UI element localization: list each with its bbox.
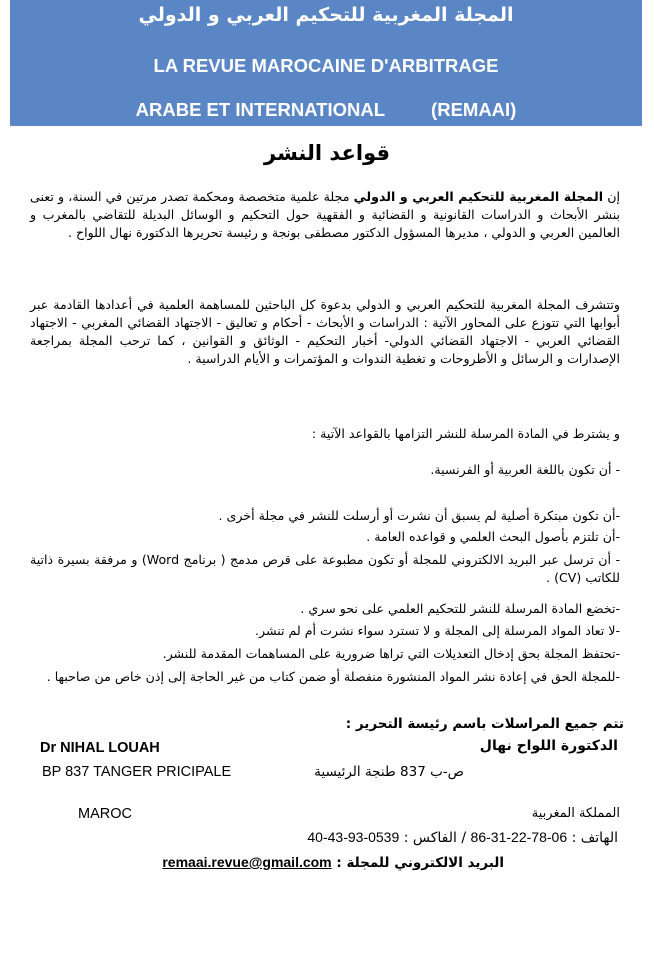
editor-name-french: Dr NIHAL LOUAH	[40, 740, 160, 756]
fax-number: 0539-93-43-40	[307, 829, 400, 845]
country-french: MAROC	[78, 806, 132, 822]
condition-2: -أن تكون مبتكرة أصلية لم يسبق أن نشرت أو أرسلت للنشر في مجلة أخرى .	[218, 508, 620, 523]
header-acronym: (REMAAI)	[431, 99, 517, 120]
po-box-arabic: ص-ب 837 طنجة الرئيسية	[314, 764, 464, 780]
email-link[interactable]: remaai.revue@gmail.com	[162, 854, 332, 870]
country-arabic: المملكة المغربية	[531, 806, 620, 821]
header-french-name: ARABE ET INTERNATIONAL	[135, 99, 386, 120]
condition-4: - أن ترسل عبر البريد الالكتروني للمجلة أو تكون مطبوعة على قرص مدمج ( برنامج Word) و مرفقة بسيرة ذاتية للكاتب (CV) .	[30, 552, 620, 585]
intro-prefix: إن	[607, 189, 620, 204]
topics-paragraph: وتتشرف المجلة المغربية للتحكيم العربي و الدولي بدعوة كل الباحثين للمساهمة العلمية في أعدادها القادمة عبر أبوابها التي تتوزع على المحاور الآتية : الدراسات و الأبحاث - أحكام و تعاليق - الاجتهاد القضائي المغربي - الاجتهاد القضائي العربي - الاجتهاد القضائي الدولي- أخبار التحكيم - الوثائق و القوانين ، كما ترحب المجلة بمراجعة الإصدارات و الرسائل و الأطروحات و تغطية الندوات و المؤتمرات و الأيام الدراسية .	[30, 297, 620, 366]
header-arabic-title: المجلة المغربية للتحكيم العربي و الدولي	[138, 4, 514, 26]
condition-5: -تخضع المادة المرسلة للنشر للتحكيم العلمي على نحو سري .	[300, 601, 620, 616]
po-box-french: BP 837 TANGER PRICIPALE	[42, 764, 232, 780]
condition-7: -تحتفظ المجلة بحق إدخال التعديلات التي تراها ضرورية على المساهمات المقدمة للنشر.	[162, 646, 620, 661]
intro-text: مجلة علمية متخصصة ومحكمة تصدر مرتين في السنة، و تعنى بنشر الأبحاث و الدراسات القانونية و القضائية و الفقهية حول التحكيم و الوسائل البديلة للتقاضي بالمغرب و العالمين العربي و الدولي ، مديرها المسؤول الدكتور مصطفى بونجة و رئيسة تحريرها الدكتورة نهال اللواح .	[30, 189, 620, 240]
condition-1: - أن تكون باللغة العربية أو الفرنسية.	[430, 462, 620, 477]
phone-label: الهاتف :	[571, 830, 618, 846]
email-label: البريد الالكتروني للمجلة :	[336, 855, 504, 871]
header-french-line-1: LA REVUE MAROCAINE D'ARBITRAGE	[153, 55, 499, 76]
intro-paragraph	[30, 188, 620, 242]
condition-3: -أن تلتزم بأصول البحث العلمي و قواعده العامة .	[366, 529, 620, 544]
fax-label: / الفاكس :	[403, 830, 467, 846]
correspondence-note: تتم جميع المراسلات باسم رئيسة التحرير :	[345, 716, 624, 732]
condition-6: -لا تعاد المواد المرسلة إلى المجلة و لا تسترد سواء نشرت أم لم تنشر.	[255, 623, 620, 638]
condition-8: -للمجلة الحق في إعادة نشر المواد المنشورة منفصلة أو ضمن كتاب من غير الحاجة إلى إذن خاص من صاحبها .	[46, 669, 620, 684]
header-french-line-2	[10, 99, 642, 121]
page-title: قواعد النشر	[264, 141, 390, 165]
conditions-intro: و يشترط في المادة المرسلة للنشر التزامها بالقواعد الآتية :	[311, 426, 620, 441]
phone-number: 06-78-22-31-86	[470, 829, 568, 845]
header-banner	[10, 0, 642, 126]
editor-name-arabic: الدكتورة اللواح نهال	[479, 738, 618, 754]
email-line	[162, 854, 504, 871]
phone-fax-line	[307, 829, 618, 846]
intro-journal-name: المجلة المغربية للتحكيم العربي و الدولي	[353, 189, 604, 204]
